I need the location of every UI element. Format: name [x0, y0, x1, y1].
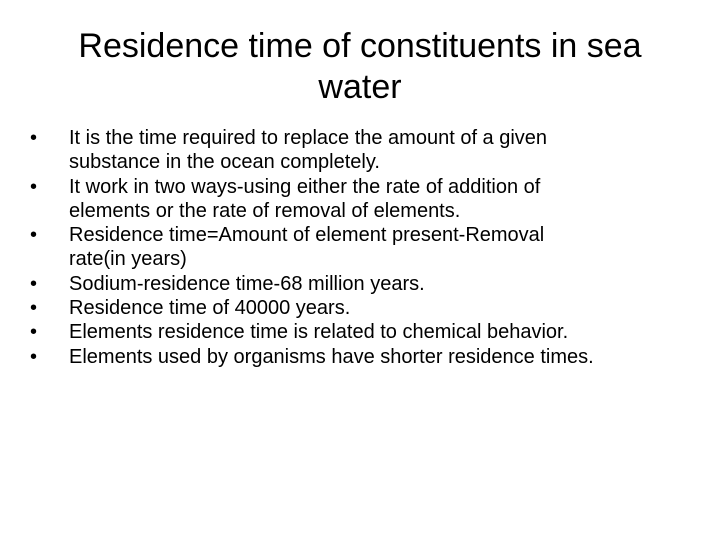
bullet-icon: •: [30, 321, 38, 344]
bullet-icon: •: [30, 175, 38, 198]
bullet-text-line: Elements residence time is related to chemical behavior.: [69, 321, 569, 344]
bullet-item-definition: [30, 126, 690, 175]
bullet-text-line: It is the time required to replace the amount of a given: [69, 127, 548, 149]
slide-title-line: water: [318, 68, 402, 106]
bullet-list: [30, 126, 690, 369]
bullet-item-organisms: [30, 345, 690, 369]
slide-title: [50, 26, 670, 108]
bullet-icon: •: [30, 345, 38, 368]
bullet-text-line: Residence time of 40000 years.: [69, 297, 351, 320]
bullet-item-two-ways: [30, 175, 690, 224]
bullet-text-line: Sodium-residence time-68 million years.: [69, 272, 425, 295]
bullet-icon: •: [30, 297, 38, 320]
bullet-text-line: It work in two ways-using either the rate of addition of: [69, 175, 541, 198]
bullet-text-line: substance in the ocean completely.: [69, 151, 380, 174]
bullet-text-line: elements or the rate of removal of elements.: [69, 199, 461, 222]
bullet-text-line: Elements used by organisms have shorter residence times.: [69, 345, 594, 368]
bullet-icon: •: [30, 272, 38, 295]
bullet-item-formula: [30, 223, 690, 272]
slide-title-line: Residence time of constituents in sea: [78, 27, 642, 65]
bullet-item-chemical-behavior: [30, 320, 690, 344]
bullet-text-line: rate(in years): [69, 248, 187, 271]
bullet-item-sodium: [30, 272, 690, 296]
bullet-text-line: Residence time=Amount of element present-Removal: [69, 224, 545, 247]
bullet-icon: •: [30, 224, 38, 247]
bullet-item-residence-40000: [30, 296, 690, 320]
bullet-icon: •: [30, 127, 38, 149]
